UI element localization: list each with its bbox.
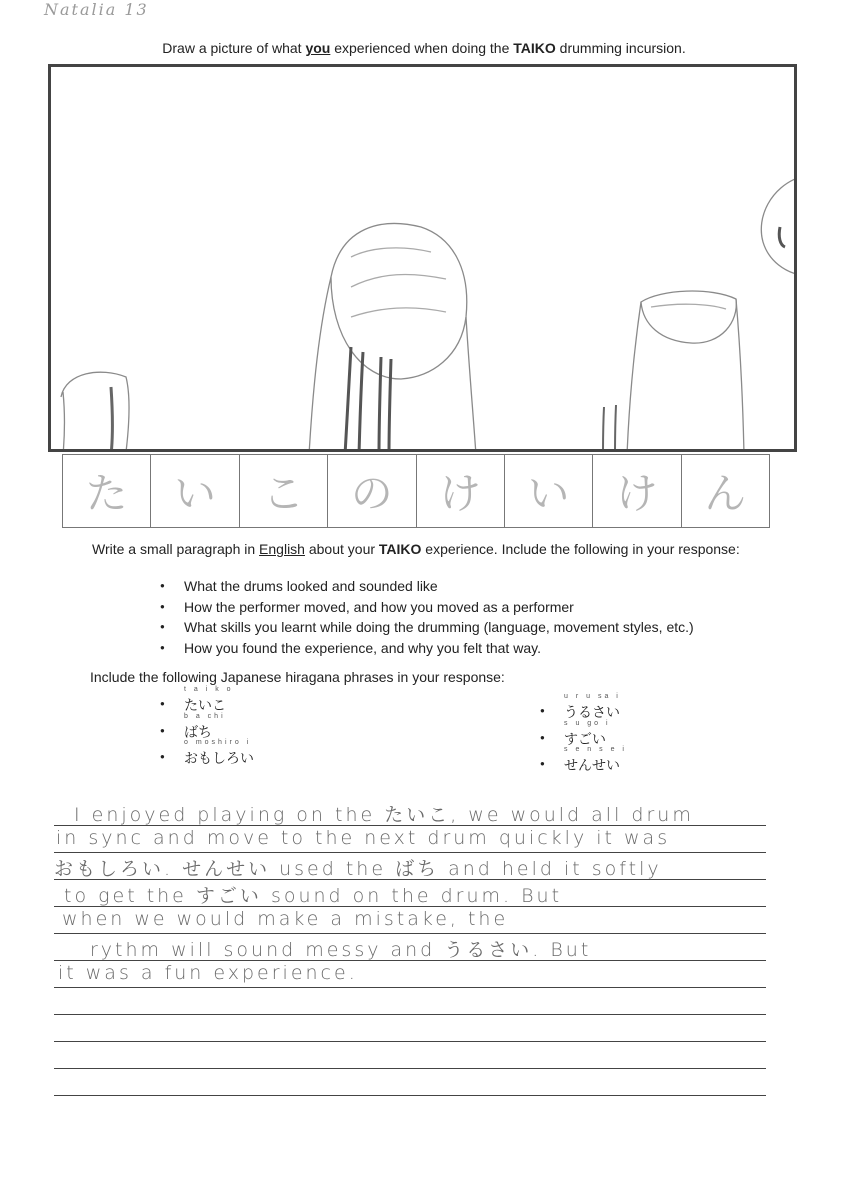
ruled-line xyxy=(54,1041,766,1042)
phrase-kana: うるさい xyxy=(564,705,620,721)
phrase-romaji: ● b a chi xyxy=(184,713,226,720)
phrase-romaji: ● s u go i xyxy=(564,720,611,727)
kana-boxes xyxy=(62,454,770,528)
handwritten-line: in sync and move to the next drum quickly it was xyxy=(56,827,671,849)
phrase-omoshiroi xyxy=(160,738,254,768)
taiko-sketch xyxy=(51,67,797,452)
phrases-instruction: Include the following Japanese hiragana phrases in your response: xyxy=(90,669,505,685)
checklist-item: ● How the performer moved, and how you moved as a performer xyxy=(160,597,694,618)
phrase-taiko xyxy=(160,685,234,715)
kana-box: い xyxy=(151,455,239,527)
phrase-romaji: ● t a i k o xyxy=(184,686,234,693)
phrase-romaji: ● o moshiro i xyxy=(184,739,252,746)
phrase-kana: せんせい xyxy=(564,758,620,774)
handwritten-line: when we would make a mistake, the xyxy=(62,908,509,930)
paragraph-instruction: Write a small paragraph in English about your TAIKO experience. Include the following in your response: xyxy=(92,541,740,557)
checklist-item: ● What skills you learnt while doing the drumming (language, movement styles, etc.) xyxy=(160,617,694,638)
kana-box: の xyxy=(328,455,416,527)
kana-box: ん xyxy=(704,469,747,518)
drawing-area[interactable] xyxy=(48,64,797,452)
ruled-line xyxy=(54,933,766,934)
checklist-item: ● How you found the experience, and why you felt that way. xyxy=(160,638,694,659)
phrase-kana: すごい xyxy=(564,732,606,748)
ruled-line xyxy=(54,987,766,988)
handwritten-line: おもしろい. せんせい used the ばち and held it softly xyxy=(54,858,662,880)
phrase-kana: ばち xyxy=(184,725,212,741)
name-scribble: Natalia 13 xyxy=(44,0,149,19)
handwritten-line: rythm will sound messy and うるさい. But xyxy=(90,939,592,961)
drawing-instruction: Draw a picture of what you experienced when doing the TAIKO drumming incursion. xyxy=(162,40,686,56)
phrase-kana: おもしろい xyxy=(184,751,254,767)
ruled-line xyxy=(54,1014,766,1015)
kana-box: け xyxy=(593,455,681,527)
phrase-kana: たいこ xyxy=(184,698,226,714)
handwritten-line: to get the すごい sound on the drum. But xyxy=(64,885,563,907)
response-checklist xyxy=(160,576,694,658)
kana-box: た xyxy=(63,455,151,527)
phrase-romaji: ● u r u sa i xyxy=(564,693,621,700)
kana-box: け xyxy=(417,455,505,527)
kana-box: い xyxy=(505,455,593,527)
checklist-item: ● What the drums looked and sounded like xyxy=(160,576,694,597)
ruled-line xyxy=(54,1095,766,1096)
phrase-urusai xyxy=(540,692,621,722)
kana-box: こ xyxy=(240,455,328,527)
ruled-line xyxy=(54,1068,766,1069)
handwritten-line: I enjoyed playing on the たいこ, we would all drum xyxy=(74,804,694,826)
phrase-sensei xyxy=(540,745,627,775)
phrase-romaji: ● s e n s e i xyxy=(564,746,627,753)
ruled-line xyxy=(54,852,766,853)
handwritten-line: it was a fun experience. xyxy=(58,962,358,984)
